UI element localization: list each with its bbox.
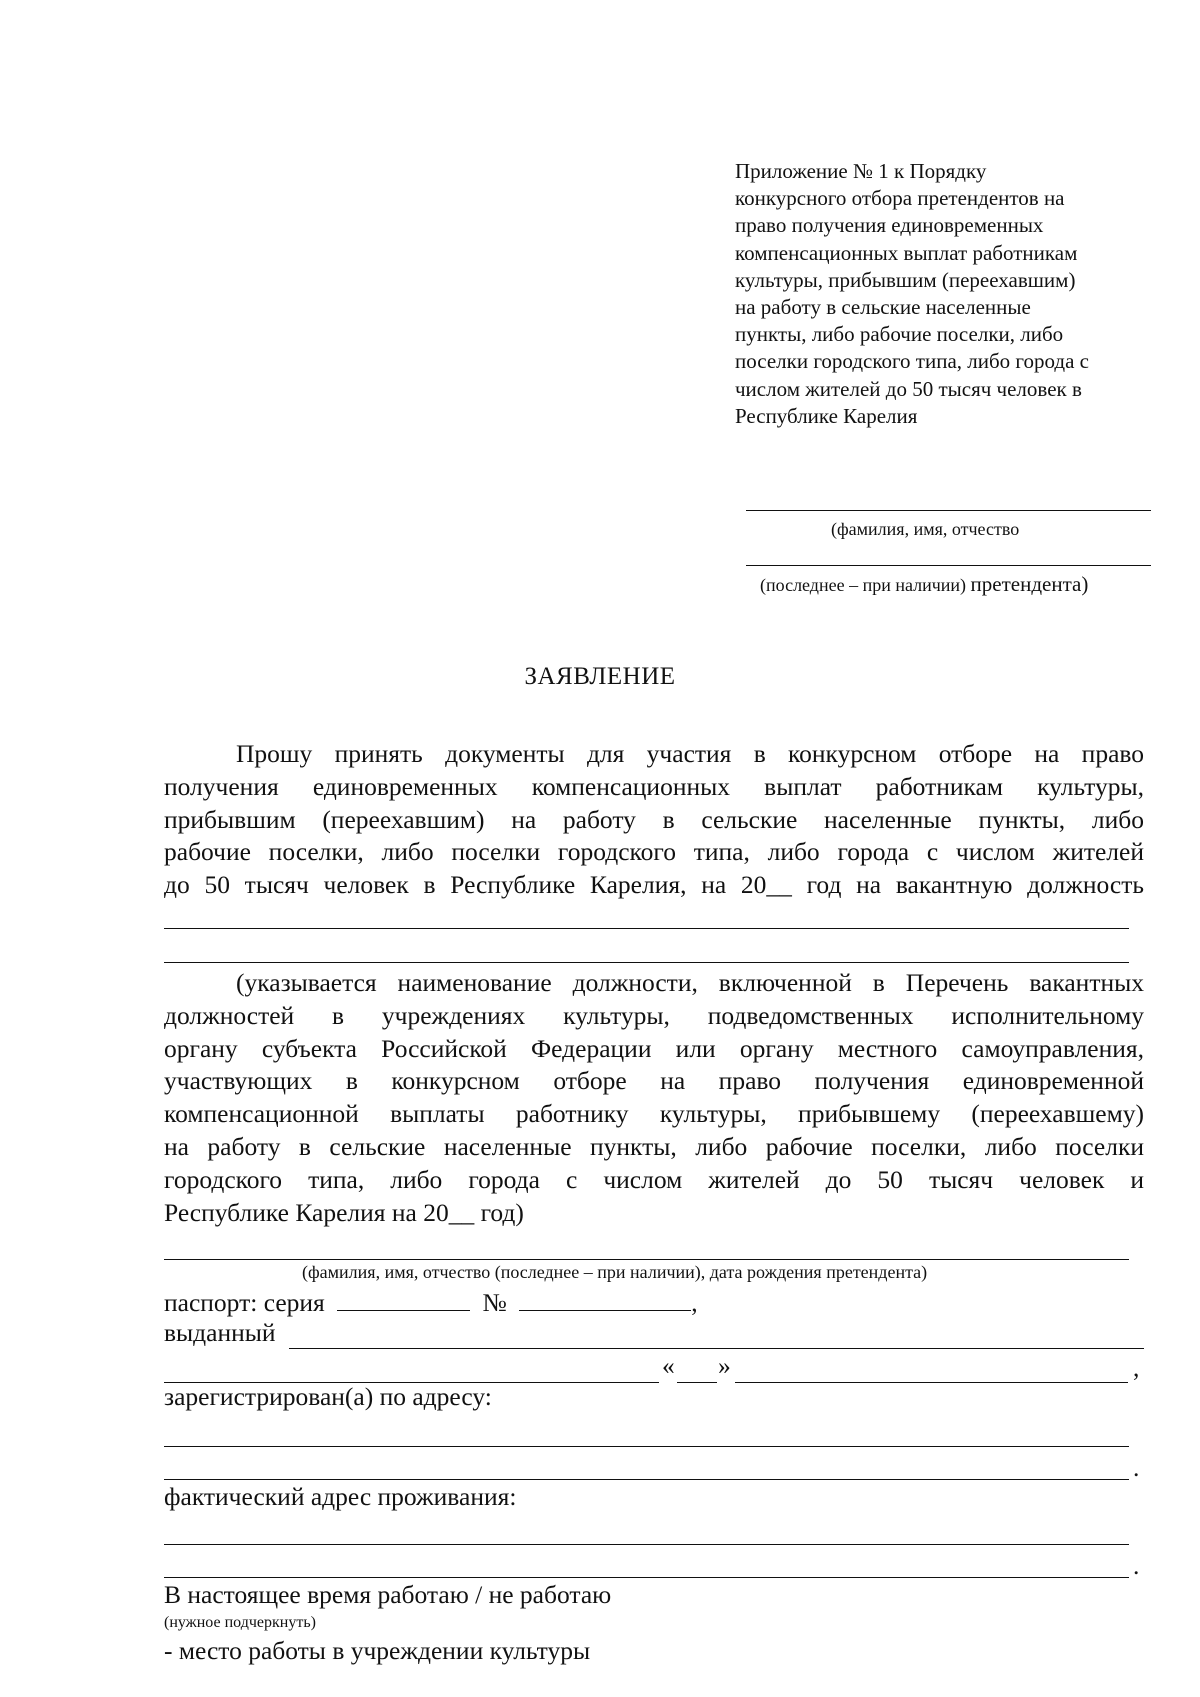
period: . [1133,1453,1140,1482]
issued-row [164,1318,276,1348]
annex-header [735,158,1165,430]
note-line: компенсационной выплаты работнику культуры, прибывшему (переехавшему) [164,1099,1144,1129]
issued-by-field[interactable] [289,1348,1144,1349]
comma: , [1133,1353,1140,1382]
applicant-caption-2-small: (последнее – при наличии) [760,575,967,595]
actual-address-field-1[interactable] [164,1544,1129,1545]
quote-close: » [718,1351,731,1380]
underline-note: (нужное подчеркнуть) [164,1614,316,1631]
issue-day-field[interactable] [677,1382,717,1383]
registered-label: зарегистрирован(а) по адресу: [164,1382,492,1411]
quote-open: « [662,1351,675,1380]
annex-line: пункты, либо рабочие поселки, либо [735,322,1064,347]
paragraph-line: прибывшим (переехавшим) на работу в сельские населенные пункты, либо [164,804,1144,834]
annex-line: Приложение № 1 к Порядку [735,159,987,183]
passport-label: паспорт: серия [164,1288,325,1317]
actual-address-field-2[interactable] [164,1577,1129,1578]
applicant-name-field-2[interactable] [746,565,1151,566]
workplace-label: - место работы в учреждении культуры [164,1636,591,1665]
document-title: ЗАЯВЛЕНИЕ [524,663,676,690]
applicant-caption-2 [760,572,1088,597]
fio-field[interactable] [164,1259,1129,1260]
passport-row [164,1286,698,1318]
fio-caption: (фамилия, имя, отчество (последнее – при наличии), дата рождения претендента) [302,1262,928,1282]
issued-label: выданный [164,1318,276,1347]
note-line: должностей в учреждениях культуры, подведомственных исполнительному [164,1000,1144,1030]
request-paragraph [164,738,1144,902]
annex-line: компенсационных выплат работникам [735,240,1078,265]
annex-line: право получения единовременных [735,213,1044,238]
applicant-caption-2-large: претендента) [970,572,1089,596]
annex-line: числом жителей до 50 тысяч человек в [735,376,1082,401]
annex-line: на работу в сельские населенные [735,295,1031,320]
number-sign: № [482,1288,507,1317]
passport-series-field[interactable] [337,1286,470,1311]
annex-line: конкурсного отбора претендентов на [735,186,1065,211]
applicant-name-field-1[interactable] [746,510,1151,511]
note-line: участвующих в конкурсном отборе на право получения единовременной [164,1066,1144,1096]
note-line: на работу в сельские населенные пункты, либо рабочие поселки, либо поселки [164,1131,1144,1161]
paragraph-line: рабочие поселки, либо поселки городского типа, либо города с числом жителей [164,837,1144,867]
comma: , [691,1288,698,1317]
position-field-1[interactable] [164,928,1129,929]
issue-month-year-field[interactable] [735,1382,1128,1383]
paragraph-line: до 50 тысяч человек в Республике Карелия, на 20__ год на вакантную должность [164,870,1144,900]
note-line: городского типа, либо города с числом жителей до 50 тысяч человек и [164,1164,1144,1194]
period: . [1133,1551,1140,1580]
position-field-2[interactable] [164,962,1129,963]
applicant-caption-1: (фамилия, имя, отчество [831,519,1020,539]
passport-number-field[interactable] [519,1286,691,1311]
annex-line: поселки городского типа, либо города с [735,349,1089,374]
work-status: В настоящее время работаю / не работаю [164,1580,612,1609]
registered-address-field-2[interactable] [164,1479,1129,1480]
paragraph-line: получения единовременных компенсационных выплат работникам культуры, [164,771,1144,801]
note-line: (указывается наименование должности, включенной в Перечень вакантных [236,968,1144,997]
actual-address-label: фактический адрес проживания: [164,1482,517,1511]
note-line: органу субъекта Российской Федерации или органу местного самоуправления, [164,1033,1144,1063]
annex-line: Республике Карелия [735,403,918,428]
position-note [164,967,1144,1229]
registered-address-field-1[interactable] [164,1446,1129,1447]
annex-line: культуры, прибывшим (переехавшим) [735,267,1076,292]
note-line: Республике Карелия на 20__ год) [164,1197,524,1227]
paragraph-line: Прошу принять документы для участия в конкурсном отборе на право [236,739,1144,768]
